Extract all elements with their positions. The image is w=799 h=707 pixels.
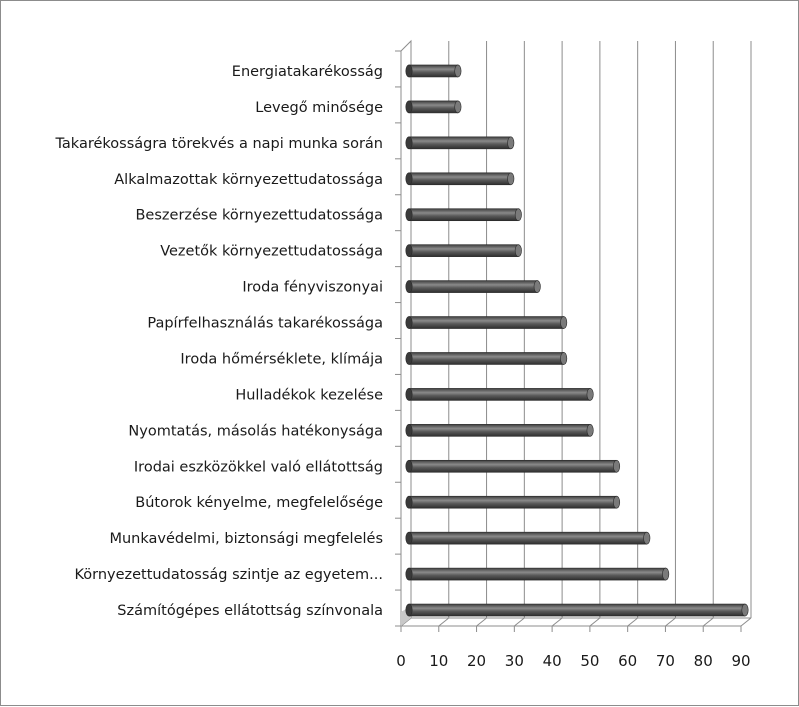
bar-end-cap	[455, 101, 461, 113]
bar	[409, 496, 617, 508]
bar-start-cap	[406, 460, 412, 472]
bar-start-cap	[406, 281, 412, 293]
x-tick-label: 70	[655, 652, 675, 670]
bar	[409, 245, 518, 257]
x-tick-label: 80	[693, 652, 713, 670]
bar	[409, 532, 647, 544]
category-label: Papírfelhasználás takarékossága	[147, 315, 383, 332]
bar	[409, 388, 590, 400]
category-label: Nyomtatás, másolás hatékonysága	[128, 423, 383, 440]
x-tick-label: 10	[429, 652, 449, 670]
bar	[409, 352, 564, 364]
category-label: Munkavédelmi, biztonsági megfelelés	[109, 531, 383, 548]
x-tick-label: 90	[731, 652, 751, 670]
bar-start-cap	[406, 101, 412, 113]
bar-start-cap	[406, 388, 412, 400]
bar-end-cap	[560, 317, 566, 329]
category-label: Iroda hőmérséklete, klímája	[180, 351, 383, 368]
bar-start-cap	[406, 532, 412, 544]
bar	[409, 604, 745, 616]
bar-end-cap	[515, 209, 521, 221]
bar-end-cap	[644, 532, 650, 544]
bar	[409, 568, 666, 580]
bar	[409, 317, 564, 329]
category-label: Hulladékok kezelése	[235, 387, 383, 404]
bar-start-cap	[406, 496, 412, 508]
bar-end-cap	[455, 65, 461, 77]
category-label: Alkalmazottak környezettudatossága	[114, 171, 383, 188]
bar	[409, 173, 511, 185]
category-label: Vezetők környezettudatossága	[160, 243, 383, 260]
bar-start-cap	[406, 137, 412, 149]
bar-start-cap	[406, 352, 412, 364]
bar-start-cap	[406, 173, 412, 185]
bar-end-cap	[508, 137, 514, 149]
floor-depth-line	[552, 618, 562, 626]
bar-start-cap	[406, 604, 412, 616]
bar	[409, 281, 537, 293]
x-tick-label: 50	[580, 652, 600, 670]
floor-depth-line	[477, 618, 487, 626]
bar-end-cap	[613, 460, 619, 472]
category-label: Beszerzése környezettudatossága	[135, 207, 383, 224]
x-tick-label: 30	[504, 652, 524, 670]
bar-start-cap	[406, 568, 412, 580]
bar-end-cap	[613, 496, 619, 508]
bar-start-cap	[406, 317, 412, 329]
bar	[409, 65, 458, 77]
bar-end-cap	[534, 281, 540, 293]
bar-end-cap	[587, 424, 593, 436]
bar	[409, 101, 458, 113]
category-label: Iroda fényviszonyai	[242, 279, 383, 296]
bar	[409, 424, 590, 436]
floor-depth-line	[439, 618, 449, 626]
bar	[409, 209, 518, 221]
category-label: Takarékosságra törekvés a napi munka során	[55, 135, 383, 152]
x-tick-label: 60	[618, 652, 638, 670]
bar-start-cap	[406, 424, 412, 436]
bar-start-cap	[406, 209, 412, 221]
category-label: Környezettudatosság szintje az egyetem...	[74, 567, 383, 584]
bar-end-cap	[508, 173, 514, 185]
floor-depth-line	[590, 618, 600, 626]
x-tick-label: 20	[467, 652, 487, 670]
bar-start-cap	[406, 245, 412, 257]
category-label: Bútorok kényelme, megfelelősége	[135, 495, 383, 512]
bar-end-cap	[742, 604, 748, 616]
x-tick-label: 40	[542, 652, 562, 670]
category-label: Levegő minősége	[255, 99, 383, 116]
bar	[409, 460, 617, 472]
bar-chart	[1, 1, 799, 707]
bar-end-cap	[587, 388, 593, 400]
floor-depth-line	[703, 618, 713, 626]
x-tick-label: 0	[396, 652, 406, 670]
bar-start-cap	[406, 65, 412, 77]
floor-depth-line	[665, 618, 675, 626]
category-label: Energiatakarékosság	[231, 63, 383, 80]
bar-end-cap	[515, 245, 521, 257]
floor-depth-line	[628, 618, 638, 626]
category-label: Irodai eszközökkel való ellátottság	[133, 459, 383, 476]
bar-end-cap	[662, 568, 668, 580]
category-label: Számítógépes ellátottság színvonala	[117, 603, 383, 620]
bar	[409, 137, 511, 149]
bar-end-cap	[560, 352, 566, 364]
floor-depth-line	[514, 618, 524, 626]
floor-depth-line	[741, 618, 751, 626]
